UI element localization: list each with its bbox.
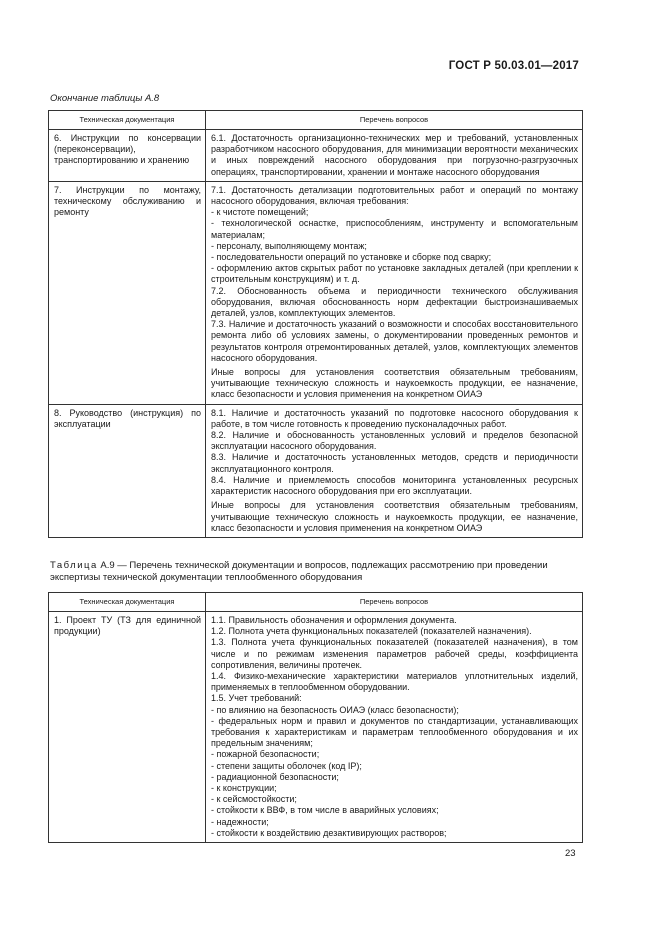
document-standard-number: ГОСТ Р 50.03.01—2017 — [448, 60, 579, 72]
question-line: 8.3. Наличие и достаточность установленных методов, средств и периодичности эксплуатационного контроля. — [211, 452, 578, 474]
question-extra: Иные вопросы для установления соответствия обязательным требованиям, учитывающие техническую сложность и наукоемкость продукции, ее назначение, класс безопасности и условия применения на конкретном ОИАЭ — [211, 500, 578, 533]
table-a8 — [48, 110, 583, 538]
table-row — [49, 612, 583, 843]
question-line: 6.1. Достаточность организационно-технических мер и требований, установленных разработчиком насосного оборудования, для минимизации вероятности механических и иных повреждений насосного оборудования при погрузочно-разгрузочных операциях, транспортировании, хранении и монтаже насосного оборудования — [211, 133, 578, 177]
question-line: 7.3. Наличие и достаточность указаний о возможности и способах восстановительного ремонта либо об условиях замены, о документировании проведенных ремонтов и результатов контроля отремонтированных деталей, узлов, комплектующих элементов насосного оборудования. — [211, 319, 578, 363]
question-line: - федеральных норм и правил и документов по стандартизации, устанавливающих требования к характеристикам и параметрам теплообменного оборудования и их предельным значениям; — [211, 715, 578, 749]
question-line: - по влиянию на безопасность ОИАЭ (класс безопасности); — [211, 704, 459, 715]
question-line: - степени защиты оболочек (код IP); — [211, 760, 362, 771]
table-a9-caption — [50, 560, 598, 584]
question-line: 8.4. Наличие и приемлемость способов мониторинга установленных ресурсных характеристик насосного оборудования при его эксплуатации. — [211, 474, 578, 497]
question-extra: Иные вопросы для установления соответствия обязательным требованиям, учитывающие техническую сложность и наукоемкость продукции, ее назначение, класс безопасности и условия применения на конкретном ОИАЭ — [211, 367, 578, 400]
question-line: - оформлению актов скрытых работ по установке закладных деталей (при креплении к строительным конструкциям) и т. д. — [211, 263, 578, 285]
page-number: 23 — [565, 848, 576, 859]
questions-cell — [206, 181, 583, 404]
question-line: 1.5. Учет требований: — [211, 693, 302, 704]
questions-cell — [206, 404, 583, 537]
question-line: - последовательности операций по установке и сборке под сварку; — [211, 252, 492, 263]
question-line: 7.2. Обоснованность объема и периодичности технического обслуживания оборудования, включая обоснованность норм дефектации быстроизнашиваемых деталей, узлов, комплектующих элементов. — [211, 285, 578, 319]
question-line: 1.2. Полнота учета функциональных показателей (показателей назначения). — [211, 626, 532, 637]
question-line: 8.2. Наличие и обоснованность установленных условий и пределов безопасной эксплуатации насосного оборудования. — [211, 430, 578, 452]
question-line: - пожарной безопасности; — [211, 749, 320, 760]
question-line: - стойкости к ВВФ, в том числе в аварийных условиях; — [211, 805, 439, 816]
question-line: 1.1. Правильность обозначения и оформления документа. — [211, 615, 457, 625]
table-row — [49, 181, 583, 404]
question-line: 8.1. Наличие и достаточность указаний по подготовке насосного оборудования к работе, в том числе готовность к проведению пусконаладочных работ. — [211, 407, 578, 429]
column-header-questions: Перечень вопросов — [206, 111, 583, 130]
doc-cell: 6. Инструкции по консервации (переконсервации), транспортированию и хранению — [49, 130, 206, 182]
question-line: - к конструкции; — [211, 783, 277, 794]
column-header-documentation: Техническая документация — [49, 593, 206, 612]
question-line: 1.4. Физико-механические характеристики материалов уплотнительных изделий, применяемых в теплообменном оборудовании. — [211, 671, 578, 693]
column-header-documentation: Техническая документация — [49, 111, 206, 130]
questions-cell — [206, 612, 583, 843]
question-line: 1.3. Полнота учета функциональных показателей (показателей назначения), в том числе и по режимам изменения параметров рабочей среды, коэффициента сопротивления, величины протечек. — [211, 637, 578, 670]
question-line: - к сейсмостойкости; — [211, 794, 297, 805]
table-row — [49, 404, 583, 537]
question-line: - персоналу, выполняющему монтаж; — [211, 240, 367, 251]
table-row — [49, 130, 583, 182]
question-line: - к чистоте помещений; — [211, 207, 309, 218]
table-a9-caption-text: А.9 — Перечень технической документации и вопросов, подлежащих рассмотрению при проведении экспертизы технической документации теплообменного оборудования — [50, 560, 548, 583]
doc-cell: 8. Руководство (инструкция) по эксплуатации — [49, 404, 206, 537]
doc-cell: 1. Проект ТУ (ТЗ для единичной продукции) — [49, 612, 206, 843]
question-line: - стойкости к воздействию дезактивирующих растворов; — [211, 827, 447, 838]
question-line: - надежности; — [211, 816, 269, 827]
doc-cell: 7. Инструкции по монтажу, техническому обслуживанию и ремонту — [49, 181, 206, 404]
table-header-row — [49, 593, 583, 612]
question-line: - технологической оснастке, приспособлениям, инструменту и вспомогательным материалам; — [211, 218, 578, 240]
questions-cell — [206, 130, 583, 182]
column-header-questions: Перечень вопросов — [206, 593, 583, 612]
table-header-row — [49, 111, 583, 130]
table-a8-caption: Окончание таблицы А.8 — [50, 93, 160, 104]
table-a9 — [48, 592, 583, 843]
question-line: - радиационной безопасности; — [211, 771, 339, 782]
table-a9-caption-label: Таблица — [50, 560, 98, 571]
question-line: 7.1. Достаточность детализации подготовительных работ и операций по монтажу насосного оборудования, включая требования: — [211, 184, 578, 207]
